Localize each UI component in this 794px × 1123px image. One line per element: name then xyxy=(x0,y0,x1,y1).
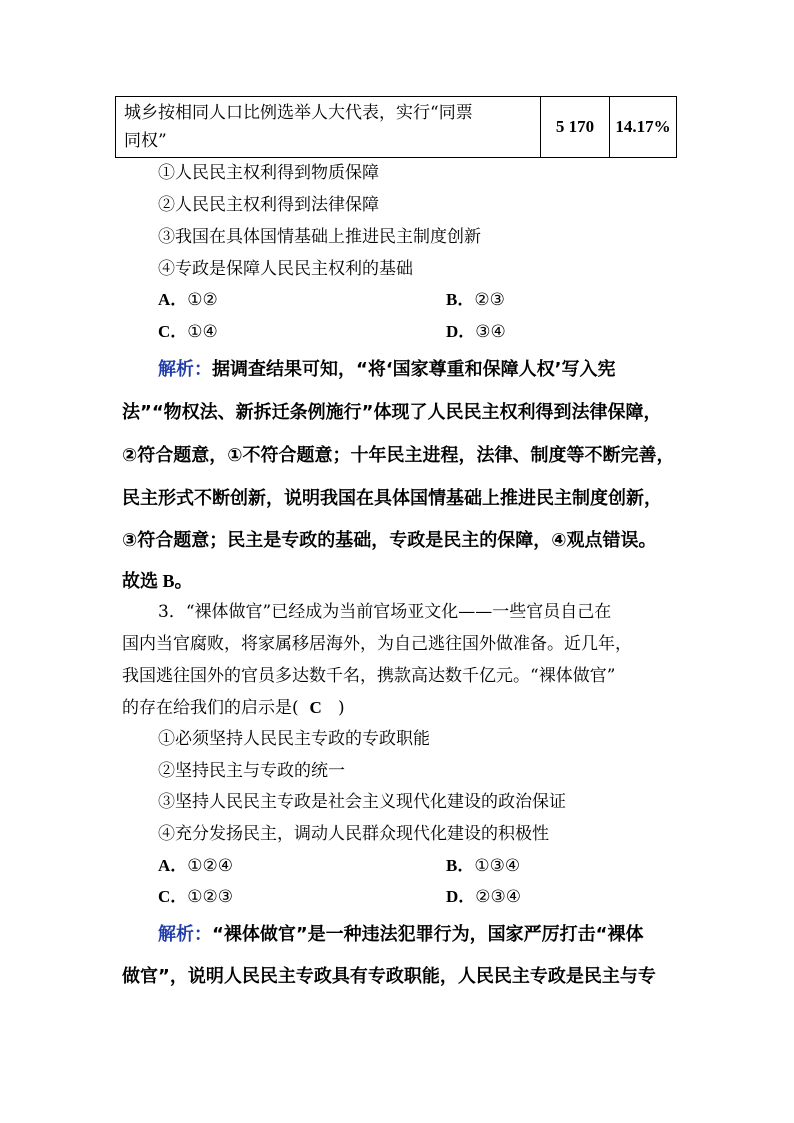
q3-stem-line-2: 国内当官腐败，将家属移居海外，为自己逃往国外做准备。近几年， xyxy=(122,634,632,654)
table-row xyxy=(116,97,677,158)
q3-option-b: B．①③④ xyxy=(446,856,521,876)
q3-answer: C xyxy=(309,698,322,717)
q2-option-b: B．②③ xyxy=(446,290,505,310)
q3-statement-1: ①必须坚持人民民主专政的专政职能 xyxy=(158,729,430,749)
q2-statement-3: ③我国在具体国情基础上推进民主制度创新 xyxy=(158,227,481,247)
q2-analysis-line-6: 故选 B。 xyxy=(122,571,193,591)
table-item-line1: 城乡按相同人口比例选举人大代表，实行“同票 xyxy=(124,103,473,123)
q3-stem-line-4: 的存在给我们的启示是( C ) xyxy=(122,698,345,718)
analysis-label: 解析： xyxy=(158,359,212,380)
q2-analysis-line-2: 法”“物权法、新拆迁条例施行”体现了人民民主权利得到法律保障， xyxy=(122,402,662,423)
q3-stem-line-1: 3．“裸体做官”已经成为当前官场亚文化——一些官员自己在 xyxy=(158,602,612,622)
table-item-line2: 同权” xyxy=(124,131,167,151)
table-cell-item xyxy=(116,97,541,158)
q2-option-d: D．③④ xyxy=(446,322,506,342)
q2-analysis-line-4: 民主形式不断创新，说明我国在具体国情基础上推进民主制度创新， xyxy=(122,488,662,509)
q3-option-c: C．①②③ xyxy=(158,887,234,907)
q3-statement-2: ②坚持民主与专政的统一 xyxy=(158,761,345,781)
q3-statement-3: ③坚持人民民主专政是社会主义现代化建设的政治保证 xyxy=(158,792,566,812)
analysis-label: 解析： xyxy=(158,924,212,945)
q3-option-a: A．①②④ xyxy=(158,856,234,876)
q2-option-c: C．①④ xyxy=(158,322,218,342)
q3-analysis-line-2: 做官”，说明人民民主专政具有专政职能，人民民主专政是民主与专 xyxy=(122,966,656,987)
q3-stem-line-3: 我国逃往国外的官员多达数千名，携款高达数千亿元。“裸体做官” xyxy=(122,666,616,686)
q2-option-a: A．①② xyxy=(158,290,218,310)
q3-analysis-line-1: 解析：“裸体做官”是一种违法犯罪行为，国家严厉打击“裸体 xyxy=(158,924,644,945)
q2-analysis-line-1: 解析：据调查结果可知，“将‘国家尊重和保障人权’写入宪 xyxy=(158,359,616,380)
q3-statement-4: ④充分发扬民主，调动人民群众现代化建设的积极性 xyxy=(158,824,549,844)
table-cell-count: 5 170 xyxy=(541,97,610,158)
q2-analysis-line-3: ②符合题意，①不符合题意；十年民主进程，法律、制度等不断完善， xyxy=(122,445,675,466)
q2-statement-4: ④专政是保障人民民主权利的基础 xyxy=(158,259,413,279)
table-cell-percent: 14.17% xyxy=(610,97,677,158)
q2-statement-2: ②人民民主权利得到法律保障 xyxy=(158,195,379,215)
q3-option-d: D．②③④ xyxy=(446,887,522,907)
q2-analysis-line-5: ③符合题意；民主是专政的基础，专政是民主的保障，④观点错误。 xyxy=(122,530,657,551)
q2-statement-1: ①人民民主权利得到物质保障 xyxy=(158,163,379,183)
survey-table xyxy=(115,96,677,158)
